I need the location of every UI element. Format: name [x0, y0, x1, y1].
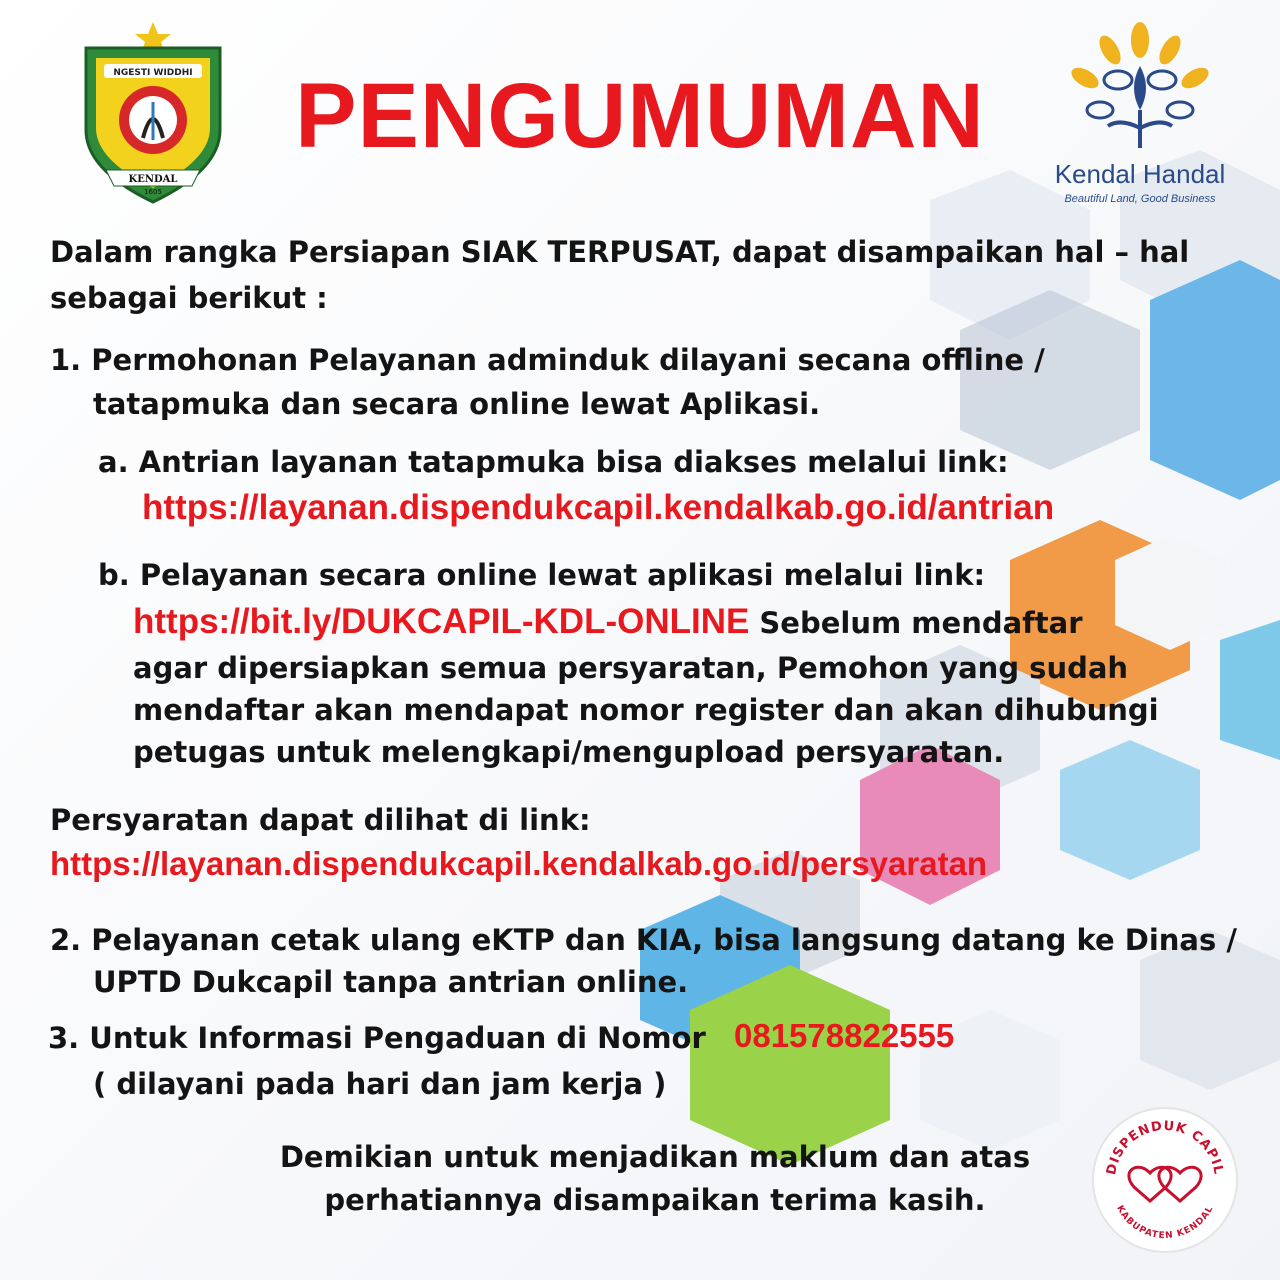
item-1-line-1: 1. Permohonan Pelayanan adminduk dilayani secana offline /	[50, 343, 1045, 377]
item-1b-text: b. Pelayanan secara online lewat aplikasi melalui link:	[98, 558, 986, 592]
item-1a-text: a. Antrian layanan tatapmuka bisa diakses melalui link:	[98, 445, 1009, 479]
requirements-label: Persyaratan dapat dilihat di link:	[50, 803, 591, 837]
item-3-line-1	[48, 1018, 706, 1058]
item-1b-line-2: agar dipersiapkan semua persyaratan, Pemohon yang sudah	[133, 651, 1129, 685]
page-title: PENGUMUMAN	[295, 65, 985, 167]
brand-tagline: Beautiful Land, Good Business	[1064, 193, 1216, 205]
item-1b-after-link: Sebelum mendaftar	[749, 606, 1083, 640]
crest-name: KENDAL	[128, 174, 178, 185]
antrian-link[interactable]: https://layanan.dispendukcapil.kendalkab.go.id/antrian	[142, 488, 1055, 527]
complaint-phone-number[interactable]: 081578822555	[734, 1017, 955, 1054]
brand-name: Kendal Handal	[1054, 159, 1226, 189]
item-2-line-1: 2. Pelayanan cetak ulang eKTP dan KIA, bisa langsung datang ke Dinas /	[50, 923, 1237, 957]
item-3-label: 3. Untuk Informasi Pengaduan di Nomor	[48, 1021, 706, 1055]
kendal-handal-logo	[1040, 18, 1240, 208]
item-3-line-2: ( dilayani pada hari dan jam kerja )	[93, 1067, 667, 1101]
item-1b-line-4: petugas untuk melengkapi/mengupload persyaratan.	[133, 735, 1005, 769]
online-app-link[interactable]: https://bit.ly/DUKCAPIL-KDL-ONLINE	[133, 602, 750, 641]
badge-bottom-text: KABUPATEN KENDAL	[1114, 1204, 1216, 1242]
item-2-line-2: UPTD Dukcapil tanpa antrian online.	[93, 965, 689, 999]
crest-motto: NGESTI WIDDHI	[113, 68, 193, 78]
intro-line-2: sebagai berikut :	[50, 281, 328, 315]
intro-line-1: Dalam rangka Persiapan SIAK TERPUSAT, dapat disampaikan hal – hal	[50, 235, 1190, 269]
closing-line-2: perhatiannya disampaikan terima kasih.	[324, 1183, 986, 1217]
crest-year: 1605	[144, 188, 162, 196]
item-1b-line-3: mendaftar akan mendapat nomor register dan akan dihubungi	[133, 693, 1159, 727]
dispenduk-capil-badge	[1090, 1105, 1240, 1255]
closing-line-1: Demikian untuk menjadikan maklum dan atas	[279, 1140, 1031, 1174]
item-1b-link-line	[133, 602, 1083, 643]
item-1-line-2: tatapmuka dan secara online lewat Aplikasi.	[93, 387, 821, 421]
requirements-link[interactable]: https://layanan.dispendukcapil.kendalkab.go.id/persyaratan	[50, 845, 988, 882]
kendal-crest-logo	[78, 20, 228, 205]
badge-top-text: DISPENDUK CAPIL	[1104, 1118, 1226, 1177]
